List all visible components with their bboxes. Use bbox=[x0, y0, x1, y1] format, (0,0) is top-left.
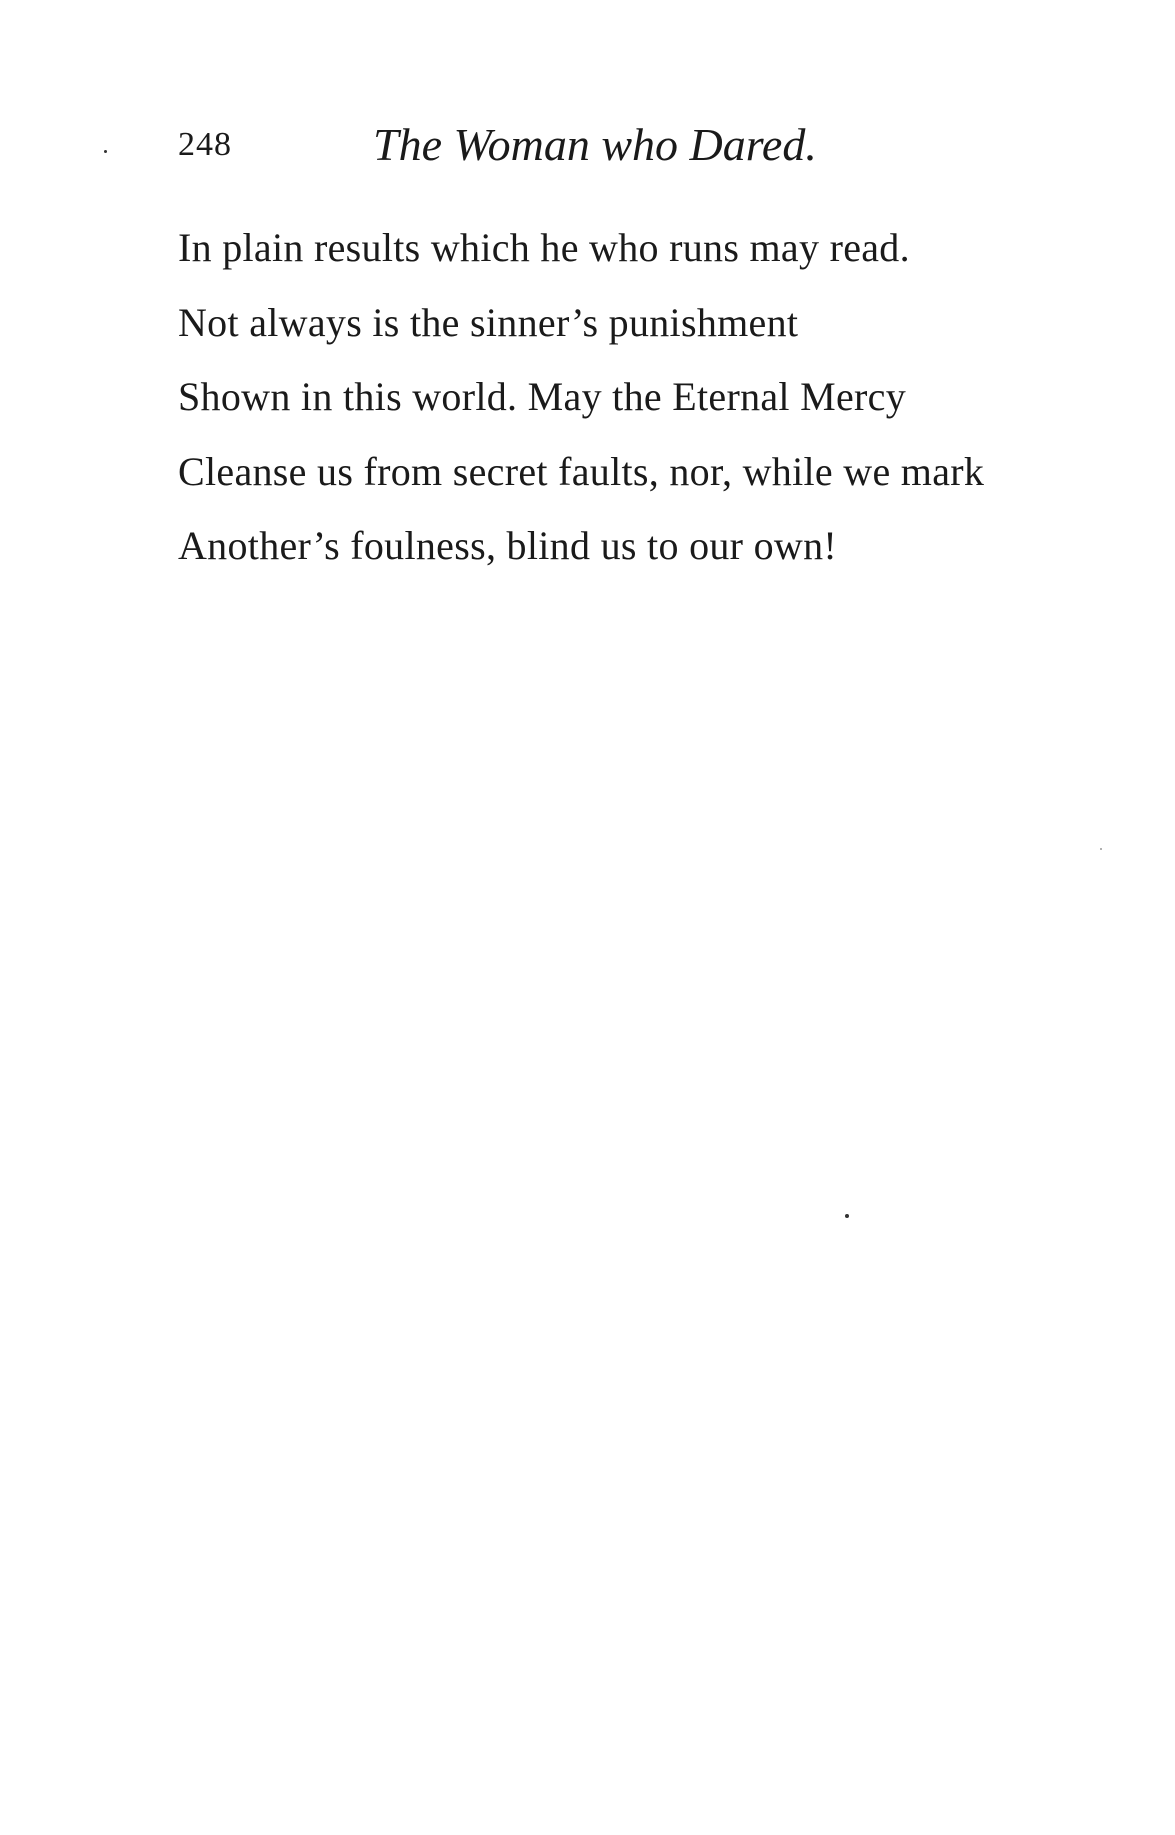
verse-line: Cleanse us from secret faults, nor, while we mark bbox=[178, 448, 985, 494]
scan-speck bbox=[1100, 848, 1102, 850]
running-head bbox=[178, 118, 998, 178]
verse-line: Another’s foulness, blind us to our own! bbox=[178, 523, 837, 568]
verse-block bbox=[178, 225, 1138, 601]
verse-line: Not always is the sinner’s punishment bbox=[178, 299, 799, 345]
verse-line: Shown in this world. May the Eternal Mercy bbox=[178, 374, 907, 419]
scan-speck bbox=[845, 1214, 849, 1218]
scan-speck bbox=[104, 150, 107, 153]
running-title: The Woman who Dared. bbox=[373, 119, 817, 170]
page-number: 248 bbox=[178, 126, 232, 163]
verse-line: In plain results which he who runs may read. bbox=[178, 225, 910, 270]
